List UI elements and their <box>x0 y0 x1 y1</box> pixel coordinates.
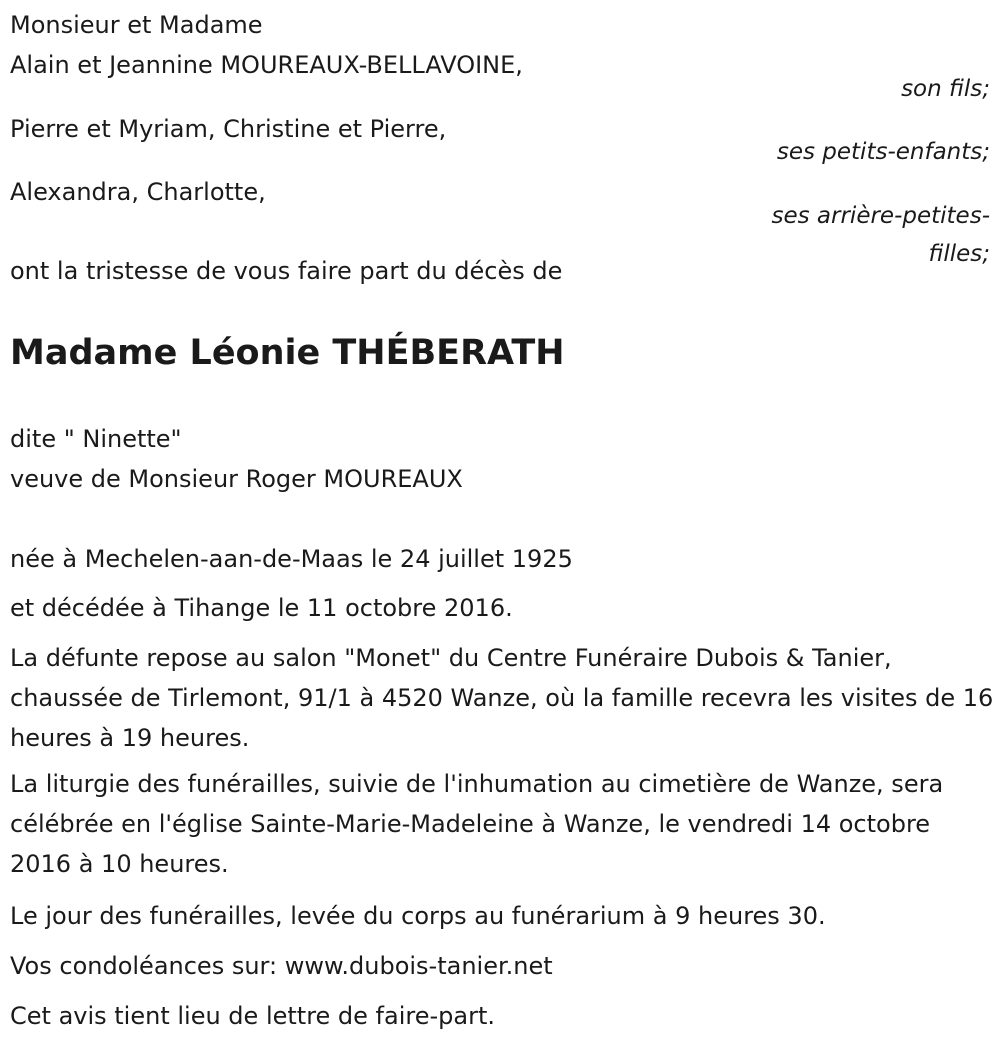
death-info: et décédée à Tihange le 11 octobre 2016. <box>10 594 513 622</box>
rest-info: La défunte repose au salon "Monet" du Centre Funéraire Dubois & Tanier, chaussée de Tirlemont, 91/1 à 4520 Wanze, où la famille recevra les visites de 16 heures à 19 heures. <box>10 644 994 752</box>
notice-info: Cet avis tient lieu de lettre de faire-part. <box>10 1002 495 1030</box>
relation-grandchildren: ses petits-enfants; <box>776 139 990 165</box>
family-line-grandchildren: Pierre et Myriam, Christine et Pierre, <box>10 115 447 143</box>
funeral-day-info: Le jour des funérailles, levée du corps au funérarium à 9 heures 30. <box>10 902 826 930</box>
deceased-widow-of: veuve de Monsieur Roger MOUREAUX <box>10 465 463 493</box>
announcement-text: ont la tristesse de vous faire part du décès de <box>10 257 563 285</box>
family-line-parents: Alain et Jeannine MOUREAUX-BELLAVOINE, <box>10 51 523 79</box>
relation-great-grandchildren-2: filles; <box>928 241 990 267</box>
relation-son: son fils; <box>901 76 990 102</box>
liturgy-info: La liturgie des funérailles, suivie de l'inhumation au cimetière de Wanze, sera célébrée en l'église Sainte-Marie-Madeleine à Wanze, le vendredi 14 octobre 2016 à 10 heures. <box>10 770 944 878</box>
family-line-great-grandchildren: Alexandra, Charlotte, <box>10 178 266 206</box>
family-line-monsieur-madame: Monsieur et Madame <box>10 11 263 39</box>
deceased-name: Madame Léonie THÉBERATH <box>10 333 565 373</box>
condolences-info: Vos condoléances sur: www.dubois-tanier.net <box>10 952 553 980</box>
relation-great-grandchildren-1: ses arrière-petites- <box>771 203 990 229</box>
birth-info: née à Mechelen-aan-de-Maas le 24 juillet 1925 <box>10 545 573 573</box>
deceased-nickname: dite " Ninette" <box>10 425 182 453</box>
